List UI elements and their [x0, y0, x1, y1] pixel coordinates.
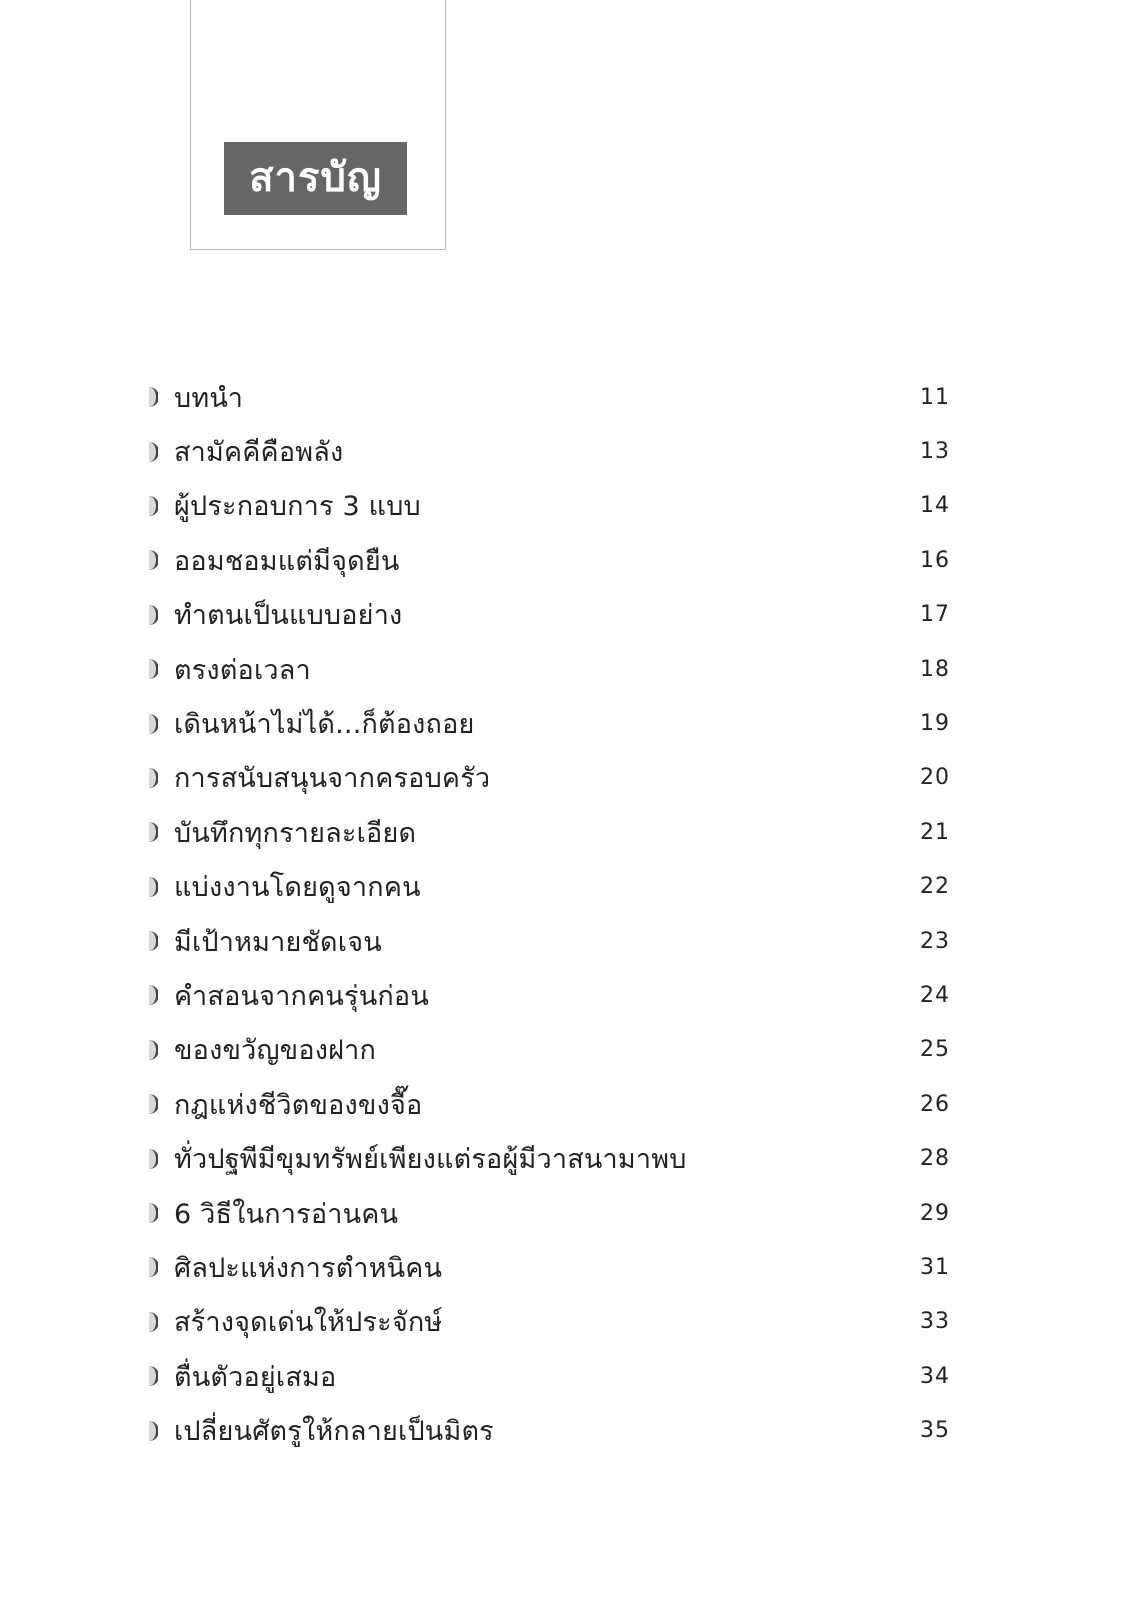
- half-circle-bullet-icon: [146, 1148, 158, 1170]
- toc-entry-label: ตื่นตัวอยู่เสมอ: [174, 1361, 337, 1393]
- toc-entry-label: กฎแห่งชีวิตของขงจื๊อ: [174, 1089, 423, 1121]
- toc-entry-label: เดินหน้าไม่ได้...ก็ต้องถอย: [174, 709, 475, 741]
- toc-entry-label: ทั่วปฐพีมีขุมทรัพย์เพียงแต่รอผู้มีวาสนามาพบ: [174, 1144, 687, 1176]
- toc-entry[interactable]: [146, 370, 950, 424]
- toc-entry-page-number: 34: [920, 1363, 950, 1389]
- toc-entry-label: ของขวัญของฝาก: [174, 1035, 377, 1067]
- toc-entry-label: สามัคคีคือพลัง: [174, 437, 344, 469]
- toc-entry-page-number: 26: [920, 1091, 950, 1117]
- half-circle-bullet-icon: [146, 495, 158, 517]
- half-circle-bullet-icon: [146, 1311, 158, 1333]
- half-circle-bullet-icon: [146, 930, 158, 952]
- half-circle-bullet-icon: [146, 1202, 158, 1224]
- toc-entry[interactable]: [146, 1295, 950, 1349]
- toc-entry-label: 6 วิธีในการอ่านคน: [174, 1198, 399, 1230]
- toc-entry[interactable]: [146, 1349, 950, 1403]
- toc-entry-page-number: 35: [920, 1418, 950, 1444]
- toc-entry[interactable]: [146, 424, 950, 478]
- toc-entry[interactable]: [146, 805, 950, 859]
- half-circle-bullet-icon: [146, 984, 158, 1006]
- toc-entry-label: บันทึกทุกรายละเอียด: [174, 817, 417, 849]
- toc-entry[interactable]: [146, 1077, 950, 1131]
- toc-entry[interactable]: [146, 696, 950, 750]
- toc-entry-page-number: 13: [920, 439, 950, 465]
- half-circle-bullet-icon: [146, 441, 158, 463]
- half-circle-bullet-icon: [146, 386, 158, 408]
- toc-entry[interactable]: [146, 860, 950, 914]
- half-circle-bullet-icon: [146, 1093, 158, 1115]
- toc-entry-page-number: 24: [920, 982, 950, 1008]
- toc-entry-page-number: 21: [920, 819, 950, 845]
- toc-entry-label: สร้างจุดเด่นให้ประจักษ์: [174, 1307, 443, 1339]
- toc-entry-label: แบ่งงานโดยดูจากคน: [174, 872, 421, 904]
- toc-entry-page-number: 28: [920, 1146, 950, 1172]
- toc-entry-label: คำสอนจากคนรุ่นก่อน: [174, 980, 430, 1012]
- half-circle-bullet-icon: [146, 767, 158, 789]
- toc-entry[interactable]: [146, 642, 950, 696]
- toc-entry-page-number: 23: [920, 928, 950, 954]
- half-circle-bullet-icon: [146, 604, 158, 626]
- toc-entry[interactable]: [146, 533, 950, 587]
- toc-entry-page-number: 19: [920, 711, 950, 737]
- toc-entry-label: ทำตนเป็นแบบอย่าง: [174, 600, 403, 632]
- toc-entry-label: การสนับสนุนจากครอบครัว: [174, 763, 491, 795]
- toc-entry-page-number: 22: [920, 874, 950, 900]
- half-circle-bullet-icon: [146, 1256, 158, 1278]
- toc-entry-page-number: 31: [920, 1254, 950, 1280]
- half-circle-bullet-icon: [146, 549, 158, 571]
- half-circle-bullet-icon: [146, 1365, 158, 1387]
- half-circle-bullet-icon: [146, 876, 158, 898]
- toc-entry[interactable]: [146, 1023, 950, 1077]
- half-circle-bullet-icon: [146, 1420, 158, 1442]
- half-circle-bullet-icon: [146, 821, 158, 843]
- toc-entry-page-number: 18: [920, 656, 950, 682]
- toc-entry[interactable]: [146, 1131, 950, 1185]
- toc-entry-label: มีเป้าหมายชัดเจน: [174, 926, 382, 958]
- toc-entry-page-number: 14: [920, 493, 950, 519]
- toc-entry-page-number: 20: [920, 765, 950, 791]
- toc-entry[interactable]: [146, 588, 950, 642]
- toc-entry-label: ออมชอมแต่มีจุดยืน: [174, 545, 400, 577]
- toc-entry[interactable]: [146, 914, 950, 968]
- toc-entry-label: ศิลปะแห่งการตำหนิคน: [174, 1252, 443, 1284]
- toc-entry[interactable]: [146, 1186, 950, 1240]
- half-circle-bullet-icon: [146, 658, 158, 680]
- half-circle-bullet-icon: [146, 713, 158, 735]
- toc-entry-page-number: 16: [920, 547, 950, 573]
- toc-entry-label: เปลี่ยนศัตรูให้กลายเป็นมิตร: [174, 1416, 494, 1448]
- toc-entry-label: บทนำ: [174, 382, 244, 414]
- page-title: สารบัญ: [224, 142, 407, 215]
- toc-entry-label: ตรงต่อเวลา: [174, 654, 311, 686]
- toc-entry-page-number: 29: [920, 1200, 950, 1226]
- toc-entry[interactable]: [146, 1240, 950, 1294]
- toc-entry[interactable]: [146, 1403, 950, 1457]
- toc-entry[interactable]: [146, 479, 950, 533]
- toc-entry-label: ผู้ประกอบการ 3 แบบ: [174, 491, 421, 523]
- table-of-contents: [146, 370, 950, 1458]
- half-circle-bullet-icon: [146, 1039, 158, 1061]
- toc-entry-page-number: 11: [920, 384, 950, 410]
- toc-entry[interactable]: [146, 751, 950, 805]
- toc-entry-page-number: 25: [920, 1037, 950, 1063]
- toc-entry[interactable]: [146, 968, 950, 1022]
- toc-entry-page-number: 33: [920, 1309, 950, 1335]
- toc-entry-page-number: 17: [920, 602, 950, 628]
